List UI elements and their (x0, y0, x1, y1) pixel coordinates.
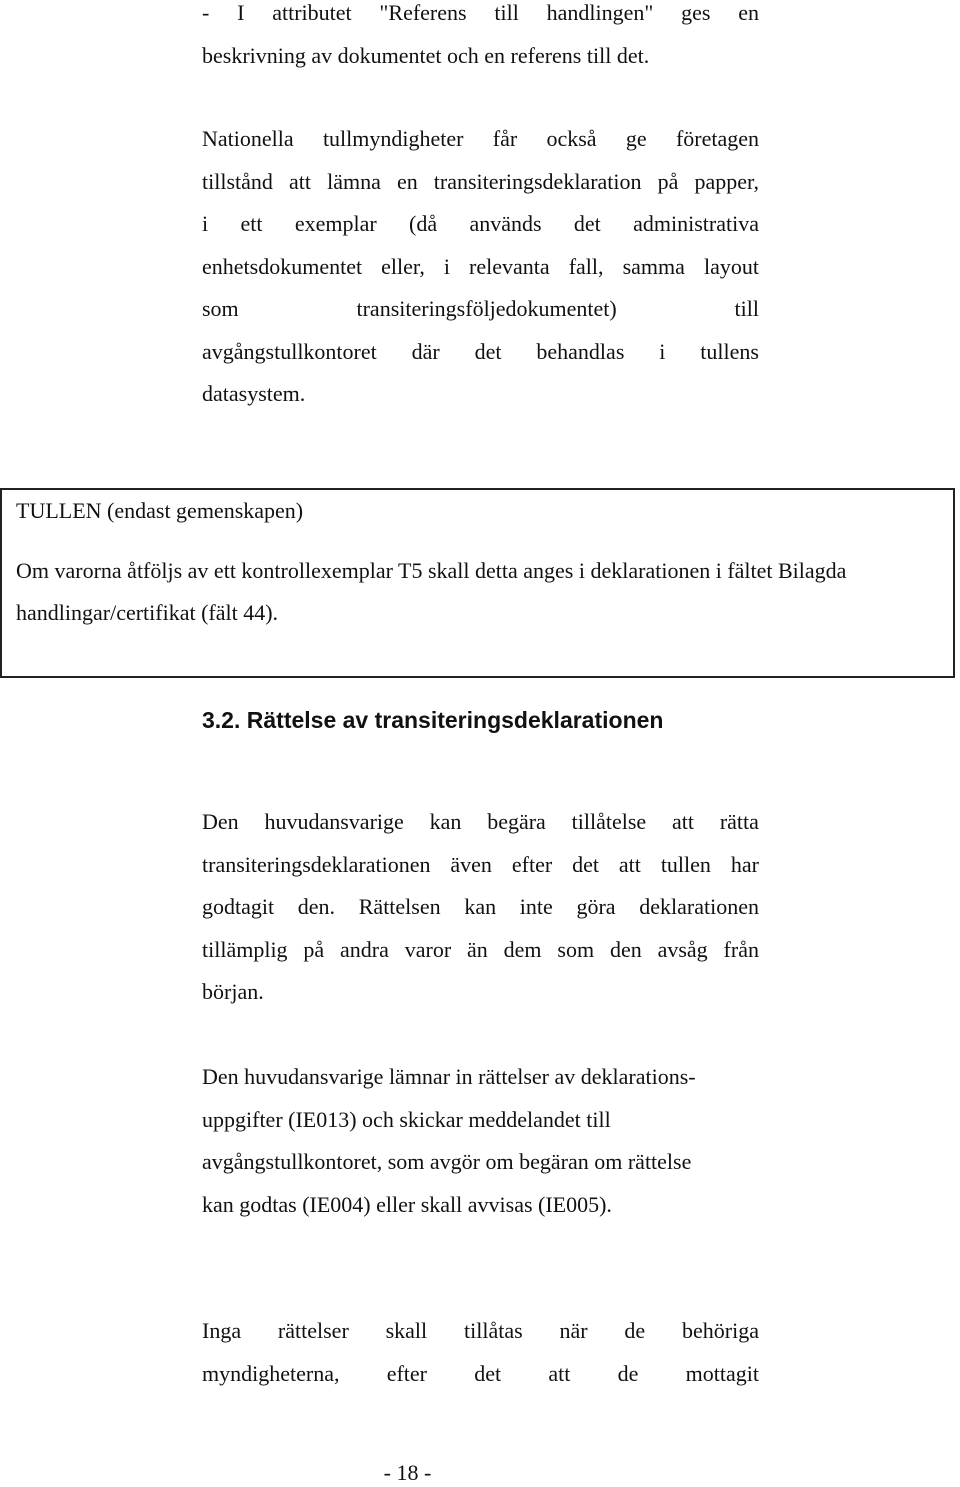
word: efter (386, 1360, 428, 1386)
word: från (723, 936, 759, 962)
word: ge (625, 126, 647, 151)
text-line: början. (202, 979, 264, 1004)
word: tillämplig (202, 936, 288, 962)
word: tillåtas (464, 1318, 523, 1343)
word: godtagit (202, 894, 275, 919)
paragraph-no-corrections (202, 1310, 759, 1395)
word: det (474, 338, 502, 364)
word: tullen (660, 851, 711, 877)
word: Rättelsen (358, 894, 441, 919)
text-line (202, 1353, 759, 1396)
word: mottagit (685, 1360, 759, 1386)
word: avgångstullkontoret (202, 338, 377, 364)
text-line (202, 929, 759, 972)
word: det (474, 1360, 502, 1386)
word: på (303, 936, 325, 962)
paragraph-correction-submission (202, 1056, 802, 1226)
word: handlingen" (546, 0, 654, 25)
word: behandlas (536, 338, 625, 364)
text-line (202, 801, 759, 844)
word: de (624, 1318, 646, 1343)
word: Inga (202, 1318, 242, 1343)
word: eller, (381, 253, 425, 279)
section-heading: 3.2. Rättelse av transiteringsdeklarationen (202, 707, 664, 733)
word: Den (202, 809, 239, 834)
text-line: Den huvudansvarige lämnar in rättelser av deklarations- (202, 1064, 696, 1089)
word: får (492, 126, 518, 151)
word: att (618, 851, 641, 877)
text-line (202, 246, 759, 289)
word: enhetsdokumentet (202, 253, 363, 279)
word: i (659, 338, 666, 364)
word: där (411, 338, 440, 364)
word: som (202, 296, 239, 321)
word: den (609, 936, 642, 962)
text-line (202, 203, 759, 246)
word: inte (519, 894, 553, 919)
paragraph-paper-declaration (202, 118, 759, 416)
word: används (469, 211, 542, 236)
word: rättelser (277, 1318, 349, 1343)
word: lämna (327, 168, 381, 194)
word: varor (404, 936, 452, 962)
word: än (467, 936, 488, 962)
word: tullens (700, 338, 759, 364)
word: samma (622, 253, 685, 279)
word: när (559, 1318, 588, 1343)
text-line (202, 844, 759, 887)
word: i (202, 211, 209, 236)
word: som (557, 936, 595, 962)
word: till (494, 0, 519, 25)
word: har (730, 851, 759, 877)
word: "Referens (379, 0, 467, 25)
word: tillåtelse (571, 809, 647, 834)
word: det (573, 211, 601, 236)
word: layout (703, 253, 759, 279)
text-line (202, 161, 759, 204)
word: kan (464, 894, 497, 919)
word: ett (240, 211, 263, 236)
text-line (202, 0, 759, 35)
word: ges (681, 0, 711, 25)
customs-notice-box (0, 488, 955, 678)
text-line (202, 1310, 759, 1353)
text-line (202, 288, 759, 331)
text-line: avgångstullkontoret, som avgör om begäran om rättelse (202, 1149, 692, 1174)
word: behöriga (682, 1318, 759, 1343)
word: administrativa (633, 211, 759, 236)
word: deklarationen (639, 894, 759, 919)
word: huvudansvarige (264, 809, 404, 834)
text-line (202, 118, 759, 161)
word: att (672, 809, 695, 834)
text-line: kan godtas (IE004) eller skall avvisas (IE005). (202, 1191, 612, 1217)
text-line: uppgifter (IE013) och skickar meddelandet till (202, 1106, 611, 1132)
word: begära (487, 809, 546, 834)
word: skall (385, 1318, 428, 1343)
word: att (288, 168, 311, 194)
word: den. (297, 894, 336, 919)
word: transiteringsdeklarationen (202, 851, 431, 877)
word: det (572, 851, 599, 877)
word: till (734, 296, 759, 321)
word: kan (429, 809, 462, 834)
word: en (396, 168, 418, 194)
word: fall, (568, 253, 604, 279)
word: - (202, 0, 210, 25)
notice-body: Om varorna åtföljs av ett kontrollexemplar T5 skall detta anges i deklarationen i fältet Bilagda handlingar/certifikat (fält 44). (16, 558, 847, 625)
text-line: datasystem. (202, 381, 306, 406)
word: (då (409, 211, 438, 236)
bullet-paragraph (202, 0, 759, 77)
word: avsåg (657, 936, 708, 962)
word: företagen (675, 126, 759, 151)
word: också (546, 126, 597, 151)
word: I (237, 0, 245, 25)
word: även (450, 851, 492, 877)
word: en (738, 0, 759, 25)
page-number: - 18 - (383, 1460, 432, 1485)
word: relevanta (469, 253, 550, 279)
word: transiteringsföljedokumentet) (356, 296, 617, 321)
word: transiteringsdeklaration (433, 168, 642, 194)
word: tillstånd (202, 168, 273, 194)
word: tullmyndigheter (322, 126, 464, 151)
text-line (202, 331, 759, 374)
paragraph-correction-request (202, 801, 759, 1014)
word: på (657, 168, 679, 194)
word: dem (503, 936, 542, 962)
word: myndigheterna, (202, 1360, 340, 1386)
notice-title: TULLEN (endast gemenskapen) (16, 498, 304, 523)
word: i (443, 253, 450, 279)
word: efter (511, 851, 553, 877)
text-line: beskrivning av dokumentet och en referens till det. (202, 42, 650, 68)
word: attributet (272, 0, 352, 25)
word: de (617, 1360, 639, 1386)
word: exemplar (294, 211, 377, 236)
text-line (202, 886, 759, 929)
word: Nationella (202, 126, 294, 151)
word: papper, (694, 168, 759, 194)
word: andra (340, 936, 389, 962)
word: rätta (719, 809, 759, 834)
word: att (548, 1360, 571, 1386)
word: göra (576, 894, 616, 919)
